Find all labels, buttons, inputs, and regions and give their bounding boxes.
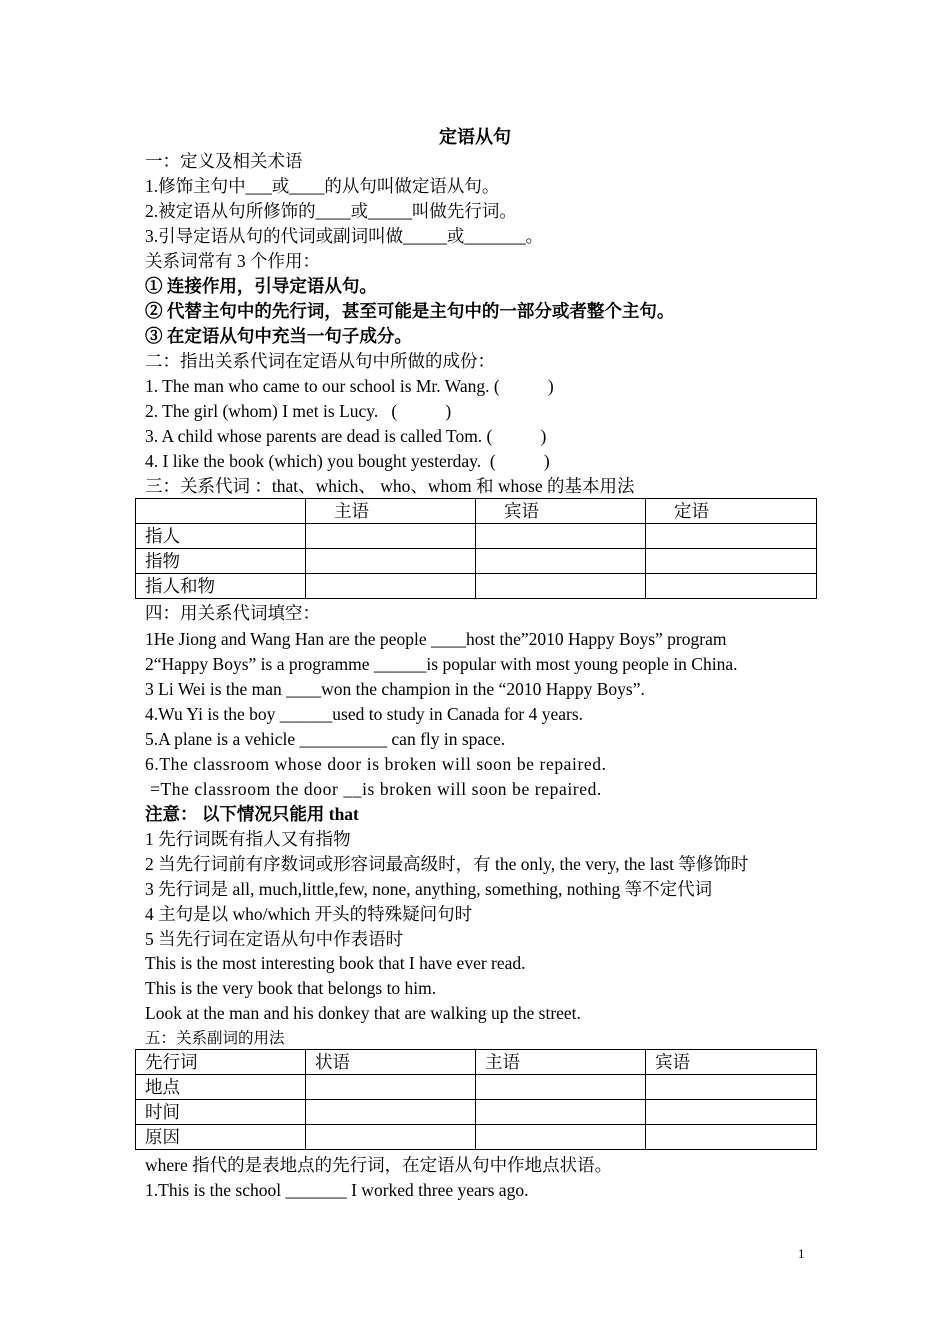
section4-item: =The classroom the door __is broken will soon be repaired. [145,779,602,799]
table-row [136,524,817,549]
table-cell [476,574,646,599]
note-item: 5 当先行词在定语从句中作表语时 [145,929,404,949]
table-row [136,1125,817,1150]
table-row [136,549,817,574]
section5-item: 1.This is the school _______ I worked three years ago. [145,1180,529,1200]
table-header-cell: 宾语 [476,499,646,524]
table-row [136,1100,817,1125]
table-cell: 地点 [136,1075,306,1100]
note-item: 3 先行词是 all, much,little,few, none, anything, something, nothing 等不定代词 [145,879,713,899]
table-cell [306,574,476,599]
table-cell: 指物 [136,549,306,574]
note-example: This is the very book that belongs to him. [145,978,437,998]
section4-item: 3 Li Wei is the man ____won the champion in the “2010 Happy Boys”. [145,679,645,699]
table-cell [476,549,646,574]
section2-item: 2. The girl (whom) I met is Lucy. ( ) [145,401,452,421]
section4-item: 6.The classroom whose door is broken will soon be repaired. [145,754,607,774]
table-cell [306,1100,476,1125]
note-item: 1 先行词既有指人又有指物 [145,829,351,849]
table-cell [306,1075,476,1100]
table-cell [646,524,817,549]
table-header-cell: 主语 [476,1050,646,1075]
table-cell: 时间 [136,1100,306,1125]
section2-item: 1. The man who came to our school is Mr. Wang. ( ) [145,376,554,396]
table-header-row [136,499,817,524]
section4-item: 2“Happy Boys” is a programme ______is popular with most young people in China. [145,654,738,674]
section1-heading: 一：定义及相关术语 [145,151,303,171]
role-item: ① 连接作用，引导定语从句。 [145,276,377,296]
section4-item: 1He Jiong and Wang Han are the people ____host the”2010 Happy Boys” program [145,629,727,649]
note-item: 4 主句是以 who/which 开头的特殊疑问句时 [145,904,473,924]
table-cell [306,549,476,574]
table-header-cell: 宾语 [646,1050,817,1075]
table-cell: 指人 [136,524,306,549]
table-cell [646,574,817,599]
document-title: 定语从句 [439,127,511,147]
table-header-cell: 定语 [646,499,817,524]
table-cell [306,1125,476,1150]
section2-item: 4. I like the book (which) you bought yesterday. ( ) [145,451,550,471]
table-cell [646,1075,817,1100]
role-item: ② 代替主句中的先行词，甚至可能是主句中的一部分或者整个主句。 [145,301,675,321]
section4-item: 5.A plane is a vehicle __________ can fly in space. [145,729,506,749]
table-cell [476,524,646,549]
section2-item: 3. A child whose parents are dead is called Tom. ( ) [145,426,547,446]
section1-item: 2.被定语从句所修饰的____或_____叫做先行词。 [145,201,517,221]
table-cell [646,1125,817,1150]
note-example: Look at the man and his donkey that are walking up the street. [145,1003,581,1023]
table-row [136,574,817,599]
table-cell [646,1100,817,1125]
section1-item: 1.修饰主句中___或____的从句叫做定语从句。 [145,176,500,196]
table-cell [306,524,476,549]
table-cell: 指人和物 [136,574,306,599]
table-header-cell: 状语 [306,1050,476,1075]
page-number: 1 [798,1246,805,1261]
table-row [136,1075,817,1100]
section2-heading: 二：指出关系代词在定语从句中所做的成份： [145,351,495,371]
table-cell [476,1075,646,1100]
section4-heading: 四：用关系代词填空： [145,603,320,623]
table-header-row [136,1050,817,1075]
table-cell: 原因 [136,1125,306,1150]
role-item: ③ 在定语从句中充当一句子成分。 [145,326,412,346]
table-header-cell: 先行词 [136,1050,306,1075]
roles-intro: 关系词常有 3 个作用： [145,251,320,271]
section3-heading: 三：关系代词 ：that、which、 who、whom 和 whose 的基本用法 [145,476,635,496]
where-note: where 指代的是表地点的先行词，在定语从句中作地点状语。 [145,1155,613,1175]
section4-item: 4.Wu Yi is the boy ______used to study in Canada for 4 years. [145,704,584,724]
relative-pronoun-table [135,498,817,599]
table-header-cell [136,499,306,524]
note-heading: 注意： 以下情况只能用 that [145,804,359,824]
table-cell [476,1100,646,1125]
section1-item: 3.引导定语从句的代词或副词叫做_____或_______。 [145,226,544,246]
note-example: This is the most interesting book that I have ever read. [145,953,526,973]
table-cell [476,1125,646,1150]
section5-heading: 五：关系副词的用法 [145,1030,285,1047]
relative-adverb-table [135,1049,817,1150]
note-item: 2 当先行词前有序数词或形容词最高级时，有 the only, the very, the last 等修饰时 [145,854,749,874]
table-header-cell: 主语 [306,499,476,524]
table-cell [646,549,817,574]
